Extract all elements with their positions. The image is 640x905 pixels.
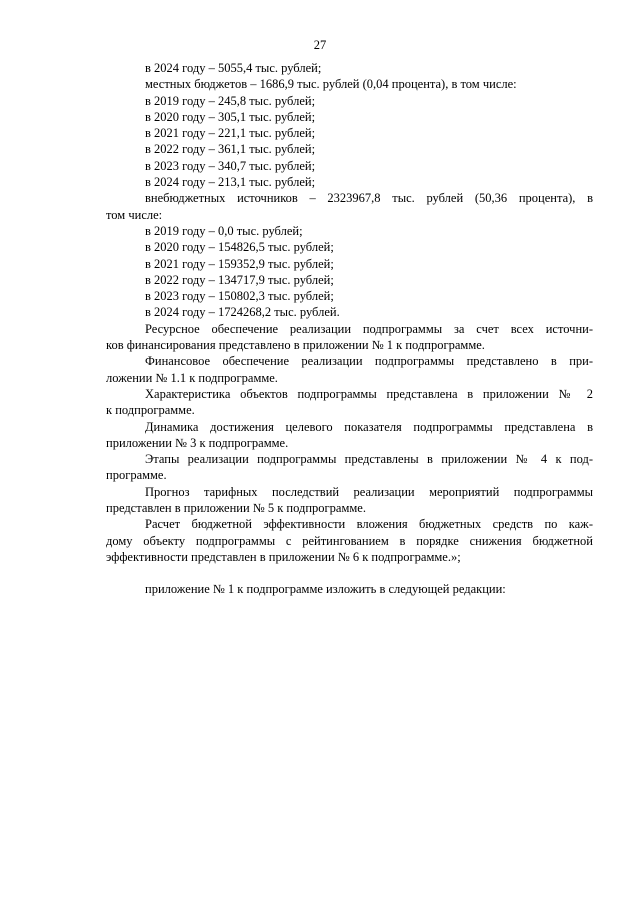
- text-line: Этапы реализации подпрограммы представлены в приложении № 4 к под-: [145, 452, 593, 467]
- text-line: эффективности представлен в приложении № 6 к подпрограмме.»;: [106, 549, 461, 564]
- text-line: в 2020 году – 305,1 тыс. рублей;: [145, 109, 316, 124]
- text-line: Прогноз тарифных последствий реализации мероприятий подпрограммы: [145, 484, 593, 499]
- text-line: внебюджетных источников – 2323967,8 тыс. рублей (50,36 процента), в: [145, 191, 593, 206]
- text-line: в 2021 году – 159352,9 тыс. рублей;: [145, 256, 334, 271]
- paragraph-gap: [106, 565, 593, 581]
- text-line: в 2019 году – 0,0 тыс. рублей;: [145, 223, 303, 238]
- text-line: Динамика достижения целевого показателя подпрограммы представлена в: [145, 419, 593, 434]
- text-line: в 2019 году – 245,8 тыс. рублей;: [145, 93, 316, 108]
- text-line: в 2023 году – 150802,3 тыс. рублей;: [145, 289, 334, 304]
- text-line: Ресурсное обеспечение реализации подпрограммы за счет всех источни-: [145, 321, 593, 336]
- text-line: приложении № 3 к подпрограмме.: [106, 435, 289, 450]
- page-number: 27: [313, 38, 327, 52]
- text-line: программе.: [106, 468, 167, 483]
- text-line: в 2020 году – 154826,5 тыс. рублей;: [145, 240, 334, 255]
- text-line: в 2024 году – 1724268,2 тыс. рублей.: [145, 305, 340, 320]
- text-line: в 2022 году – 134717,9 тыс. рублей;: [145, 272, 334, 287]
- text-line: ложении № 1.1 к подпрограмме.: [106, 370, 278, 385]
- text-line: представлен в приложении № 5 к подпрограмме.: [106, 501, 366, 516]
- text-line: приложение № 1 к подпрограмме изложить в следующей редакции:: [145, 582, 506, 597]
- text-line: Финансовое обеспечение реализации подпрограммы представлено в при-: [145, 354, 593, 369]
- text-line: в 2021 году – 221,1 тыс. рублей;: [145, 126, 316, 141]
- text-line: дому объекту подпрограммы с рейтингованием в порядке снижения бюджетной: [106, 533, 593, 548]
- text-line: в 2024 году – 213,1 тыс. рублей;: [145, 175, 316, 190]
- text-line: ков финансирования представлено в приложении № 1 к подпрограмме.: [106, 338, 485, 353]
- text-line: местных бюджетов – 1686,9 тыс. рублей (0,04 процента), в том числе:: [145, 77, 517, 92]
- text-line: в 2023 году – 340,7 тыс. рублей;: [145, 158, 316, 173]
- text-line: том числе:: [106, 207, 163, 222]
- text-line: в 2022 году – 361,1 тыс. рублей;: [145, 142, 316, 157]
- text-line: Характеристика объектов подпрограммы представлена в приложении № 2: [145, 386, 593, 401]
- text-line: Расчет бюджетной эффективности вложения бюджетных средств по каж-: [145, 517, 593, 532]
- document-body: [106, 60, 593, 598]
- text-line: к подпрограмме.: [106, 403, 195, 418]
- text-line: в 2024 году – 5055,4 тыс. рублей;: [145, 61, 322, 75]
